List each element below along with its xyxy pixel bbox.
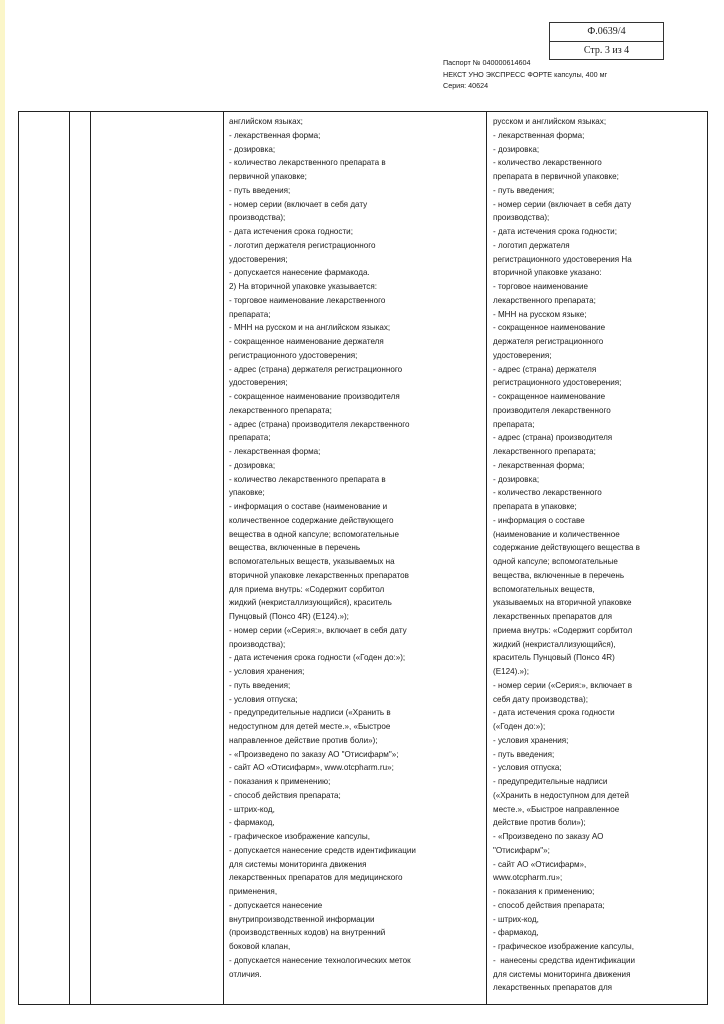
text-line: Пунцовый (Понсо 4R) (Е124).»); [229,612,349,621]
text-line: («Годен до:»); [493,722,546,731]
table-divider [223,112,224,1004]
text-line: - «Произведено по заказу АО "Отисифарм"»; [229,749,399,759]
passport-info [443,57,607,92]
text-line: препарата; [229,433,271,443]
text-line: - допускается нанесение технологических меток [229,955,411,965]
text-line: - номер серии (включает в себя дату [229,199,368,209]
page-number: Стр. 3 из 4 [583,45,630,56]
text-line: - лекарственная форма; [229,130,321,140]
text-line: - адрес (страна) держателя [493,364,597,374]
text-line: английском языках; [229,117,303,126]
text-line: приема внутрь: «Содержит сорбитол [493,625,633,635]
text-line: - номер серии («Серия:», включает в себя дату [229,625,407,635]
text-line: - штрих-код, [493,914,539,924]
table-divider [486,112,487,1004]
text-line: - путь введения; [493,185,555,195]
text-line: - фармакод, [493,928,539,938]
text-line: - сокращенное наименование держателя [229,337,384,346]
text-line: - номер серии (включает в себя дату [493,199,632,209]
text-line: - дозировка; [493,144,540,154]
text-line: "Отисифарм"»; [493,845,550,855]
text-line: - адрес (страна) держателя регистрационного [229,364,403,374]
text-line: производства); [229,213,286,223]
text-line: - информация о составе [493,515,585,525]
text-line: производителя лекарственного [493,405,611,415]
text-line: - логотип держателя [493,240,570,250]
text-line: лекарственного препарата; [229,405,332,415]
text-line: www.otcpharm.ru»; [493,873,563,883]
text-line: - способ действия препарата; [493,900,605,910]
text-line: месте.», «Быстрое направленное [493,804,620,814]
text-line: - адрес (страна) производителя [493,433,613,443]
text-line: - адрес (страна) производителя лекарственного [229,419,410,429]
series-number: Серия: 40624 [443,81,489,90]
text-line: жидкий (некристаллизующийся), [493,639,616,649]
text-line: удостоверения; [229,378,288,388]
text-line: регистрационного удостоверения; [493,378,622,388]
text-line: - фармакод, [229,818,275,828]
text-line: - условия хранения; [229,667,305,676]
text-line: - МНН на русском языке; [493,309,587,319]
form-code-box [549,22,664,60]
text-line: жидкий (некристаллизующийся), краситель [229,598,392,608]
text-line: - дозировка; [229,144,276,154]
comparison-table [18,111,708,1005]
text-line: русском и английском языках; [493,117,607,126]
text-line: для системы мониторинга движения [229,859,367,869]
text-line: - условия хранения; [493,735,569,745]
text-line: - сокращенное наименование производителя [229,392,400,401]
text-line: - количество лекарственного препарата в [229,158,386,168]
product-name: НЕКСТ УНО ЭКСПРЕСС ФОРТЕ капсулы, 400 мг [443,69,608,79]
text-line: для приема внутрь: «Содержит сорбитол [229,584,385,594]
text-line: - лекарственная форма; [229,447,321,456]
text-line: - условия отпуска; [229,694,298,704]
text-line: упаковке; [229,488,265,498]
text-line: первичной упаковке; [229,172,307,181]
text-line: удостоверения; [229,254,288,264]
text-line: применения, [229,887,278,896]
text-line: удостоверения; [493,350,552,360]
text-line: направленное действие против боли»); [229,735,378,745]
text-line: - нанесены средства идентификации [493,955,636,965]
text-line: лекарственных препаратов для [493,612,613,621]
text-line: (производственных кодов) на внутренний [229,928,386,938]
table-divider [90,112,91,1004]
text-line: - информация о составе (наименование и [229,502,388,511]
text-line: количественное содержание действующего [229,515,394,525]
text-line: лекарственного препарата; [493,295,596,305]
text-line: указываемых на вторичной упаковке [493,598,632,608]
text-line: (наименование и количественное [493,529,620,539]
text-line: - лекарственная форма; [493,130,585,140]
text-line: - «Произведено по заказу АО [493,832,604,841]
text-line: - дата истечения срока годности («Годен до:»); [229,653,406,663]
text-line: - МНН на русском и на английском языках; [229,323,391,333]
text-line: вещества, включенные в перечень [493,570,625,580]
text-line: внутрипроизводственной информации [229,914,375,924]
text-line: - предупредительные надписи («Хранить в [229,708,391,718]
text-line: - путь введения; [229,680,291,690]
text-line: - дата истечения срока годности; [229,227,353,236]
text-line: препарата в первичной упаковке; [493,172,619,181]
text-line: вспомогательных веществ, указываемых на [229,557,395,566]
text-line: 2) На вторичной упаковке указывается: [229,282,377,291]
text-line: краситель Пунцовый (Понсо 4R) [493,653,615,663]
text-line: - сайт АО «Отисифарм», www.otcpharm.ru»; [229,763,394,773]
text-line: препарата в упаковке; [493,502,577,511]
text-line: лекарственных препаратов для медицинского [229,873,403,883]
text-line: - допускается нанесение фармакода. [229,268,370,278]
text-line: - количество лекарственного [493,158,602,168]
text-line: одной капсуле; вспомогательные [493,557,618,566]
text-line: - номер серии («Серия:», включает в [493,680,633,690]
text-line: отличия. [229,969,262,979]
text-line: производства); [229,639,286,649]
text-line: - графическое изображение капсулы, [493,942,634,951]
text-line: - показания к применению; [493,887,595,896]
text-line: - штрих-код, [229,804,275,814]
text-line: вторичной упаковке указано: [493,268,602,278]
text-line: - показания к применению; [229,777,331,786]
text-line: вещества в одной капсуле; вспомогательные [229,529,399,539]
text-line: - дозировка; [493,474,540,484]
text-line: держателя регистрационного [493,337,604,346]
column-proposed-text [493,115,640,995]
text-line: вещества, включенные в перечень [229,543,361,553]
text-line: производства); [493,213,550,223]
text-line: («Хранить в недоступном для детей [493,790,630,800]
text-line: лекарственных препаратов для [493,983,613,993]
text-line: недоступном для детей месте.», «Быстрое [229,722,391,731]
text-line: для системы мониторинга движения [493,969,631,979]
text-line: - допускается нанесение [229,900,323,910]
text-line: - условия отпуска; [493,763,562,773]
column-current-text [229,115,416,981]
text-line: содержание действующего вещества в [493,543,640,553]
text-line: - логотип держателя регистрационного [229,240,376,250]
text-line: - допускается нанесение средств идентификации [229,845,416,855]
text-line: - сайт АО «Отисифарм», [493,859,587,869]
text-line: лекарственного препарата; [493,447,596,456]
table-divider [69,112,70,1004]
text-line: - торговое наименование лекарственного [229,295,386,305]
text-line: вторичной упаковке лекарственных препаратов [229,570,409,580]
text-line: препарата; [493,419,535,429]
text-line: - лекарственная форма; [493,460,585,470]
text-line: - предупредительные надписи [493,777,608,786]
text-line: себя дату производства); [493,694,588,704]
passport-number: Паспорт № 040000614604 [443,58,531,67]
text-line: боковой клапан, [229,942,291,951]
text-line: - количество лекарственного препарата в [229,474,386,484]
text-line: - дозировка; [229,460,276,470]
text-line: - дата истечения срока годности [493,708,615,718]
text-line: (Е124).»); [493,667,529,676]
text-line: регистрационного удостоверения На [493,254,632,264]
text-line: - сокращенное наименование [493,392,606,401]
text-line: - графическое изображение капсулы, [229,832,370,841]
text-line: регистрационного удостоверения; [229,350,358,360]
text-line: - способ действия препарата; [229,790,341,800]
text-line: - путь введения; [229,185,291,195]
text-line: - торговое наименование [493,282,589,291]
text-line: - дата истечения срока годности; [493,227,617,236]
text-line: препарата; [229,309,271,319]
page-edge-highlight [0,0,5,1024]
text-line: - путь введения; [493,749,555,759]
text-line: - сокращенное наименование [493,323,606,333]
form-code: Ф.0639/4 [550,23,663,42]
text-line: вспомогательных веществ, [493,584,595,594]
text-line: действие против боли»); [493,818,586,828]
text-line: - количество лекарственного [493,488,602,498]
